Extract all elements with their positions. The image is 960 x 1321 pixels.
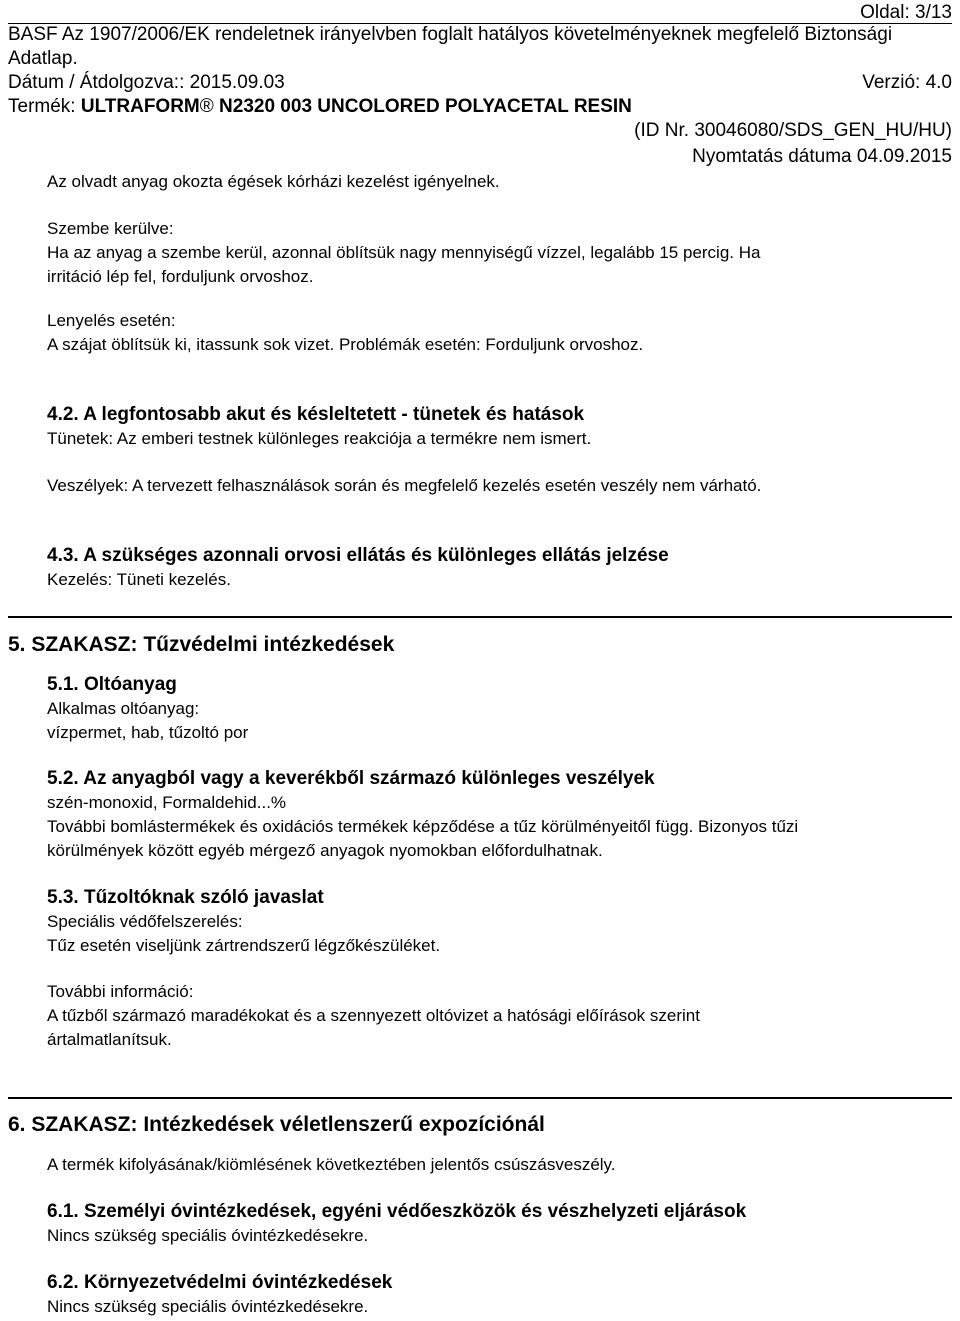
- hazards-text: Veszélyek: A tervezett felhasználások során és megfelelő kezelés esetén veszély nem várható.: [47, 476, 762, 495]
- section-6-1-text: Nincs szükség speciális óvintézkedésekre.: [47, 1226, 369, 1245]
- section-6-1-heading: 6.1. Személyi óvintézkedések, egyéni védőeszközök és vészhelyzeti eljárások: [47, 1201, 747, 1222]
- regulation-line-1: BASF Az 1907/2006/EK rendeletnek irányelvben foglalt hatályos követelményeknek megfelelő Biztonsági: [8, 24, 893, 45]
- ingestion-title: Lenyelés esetén:: [47, 311, 176, 330]
- further-info-line-1: A tűzből származó maradékokat és a szennyezett oltóvizet a hatósági előírások szerint: [47, 1006, 700, 1025]
- ingestion-text: A szájat öblítsük ki, itassunk sok vizet. Problémák esetén: Forduljunk orvoshoz.: [47, 335, 644, 354]
- protective-equipment-label: Speciális védőfelszerelés:: [47, 912, 243, 931]
- section-6-rule: [8, 1097, 952, 1099]
- protective-equipment-text: Tűz esetén viseljünk zártrendszerű légzőkészüléket.: [47, 936, 441, 955]
- special-hazards-line-3: körülmények között egyéb mérgező anyagok nyomokban előfordulhatnak.: [47, 841, 603, 860]
- extinguishing-media: vízpermet, hab, tűzoltó por: [47, 723, 249, 742]
- section-5-3-heading: 5.3. Tűzoltóknak szóló javaslat: [47, 887, 324, 908]
- regulation-line-2: Adatlap.: [8, 48, 78, 69]
- header-top-rule: [8, 23, 952, 24]
- special-hazards-line-1: szén-monoxid, Formaldehid...%: [47, 793, 287, 812]
- further-info-line-2: ártalmatlanítsuk.: [47, 1030, 172, 1049]
- eye-contact-line-2: irritáció lép fel, forduljunk orvoshoz.: [47, 267, 314, 286]
- print-date: Nyomtatás dátuma 04.09.2015: [692, 146, 952, 167]
- section-5-heading: 5. SZAKASZ: Tűzvédelmi intézkedések: [8, 633, 395, 656]
- document-id: (ID Nr. 30046080/SDS_GEN_HU/HU): [634, 120, 952, 141]
- eye-contact-title: Szembe kerülve:: [47, 219, 174, 238]
- revision-date: Dátum / Átdolgozva:: 2015.09.03: [8, 72, 285, 93]
- section-5-2-heading: 5.2. Az anyagból vagy a keverékből származó különleges veszélyek: [47, 768, 655, 789]
- eye-contact-line-1: Ha az anyag a szembe kerül, azonnal öblítsük nagy mennyiségű vízzel, legalább 15 percig. Ha: [47, 243, 761, 262]
- special-hazards-line-2: További bomlástermékek és oxidációs termékek képződése a tűz körülményeitől függ. Bizonyos tűzi: [47, 817, 799, 836]
- section-4-3-heading: 4.3. A szükséges azonnali orvosi ellátás és különleges ellátás jelzése: [47, 545, 669, 566]
- section-6-2-text: Nincs szükség speciális óvintézkedésekre.: [47, 1297, 369, 1316]
- product-brand: ULTRAFORM: [80, 96, 200, 117]
- version-label: Verzió: 4.0: [862, 72, 952, 93]
- section-6-intro: A termék kifolyásának/kiömlésének következtében jelentős csúszásveszély.: [47, 1155, 616, 1174]
- extinguishing-label: Alkalmas oltóanyag:: [47, 699, 200, 718]
- page-number: Oldal: 3/13: [860, 2, 952, 23]
- further-info-label: További információ:: [47, 982, 194, 1001]
- section-5-1-heading: 5.1. Oltóanyag: [47, 674, 177, 695]
- section-5-rule: [8, 616, 952, 618]
- product-rest: N2320 003 UNCOLORED POLYACETAL RESIN: [213, 96, 632, 117]
- section-6-heading: 6. SZAKASZ: Intézkedések véletlenszerű expozíciónál: [8, 1113, 545, 1136]
- product-prefix: Termék:: [8, 96, 81, 117]
- product-name: [8, 96, 632, 118]
- burns-text: Az olvadt anyag okozta égések kórházi kezelést igényelnek.: [47, 172, 500, 191]
- registered-mark: ®: [199, 96, 214, 117]
- treatment-text: Kezelés: Tüneti kezelés.: [47, 570, 231, 589]
- section-6-2-heading: 6.2. Környezetvédelmi óvintézkedések: [47, 1272, 393, 1293]
- section-4-2-heading: 4.2. A legfontosabb akut és késleltetett - tünetek és hatások: [47, 404, 585, 425]
- symptoms-text: Tünetek: Az emberi testnek különleges reakciója a termékre nem ismert.: [47, 429, 592, 448]
